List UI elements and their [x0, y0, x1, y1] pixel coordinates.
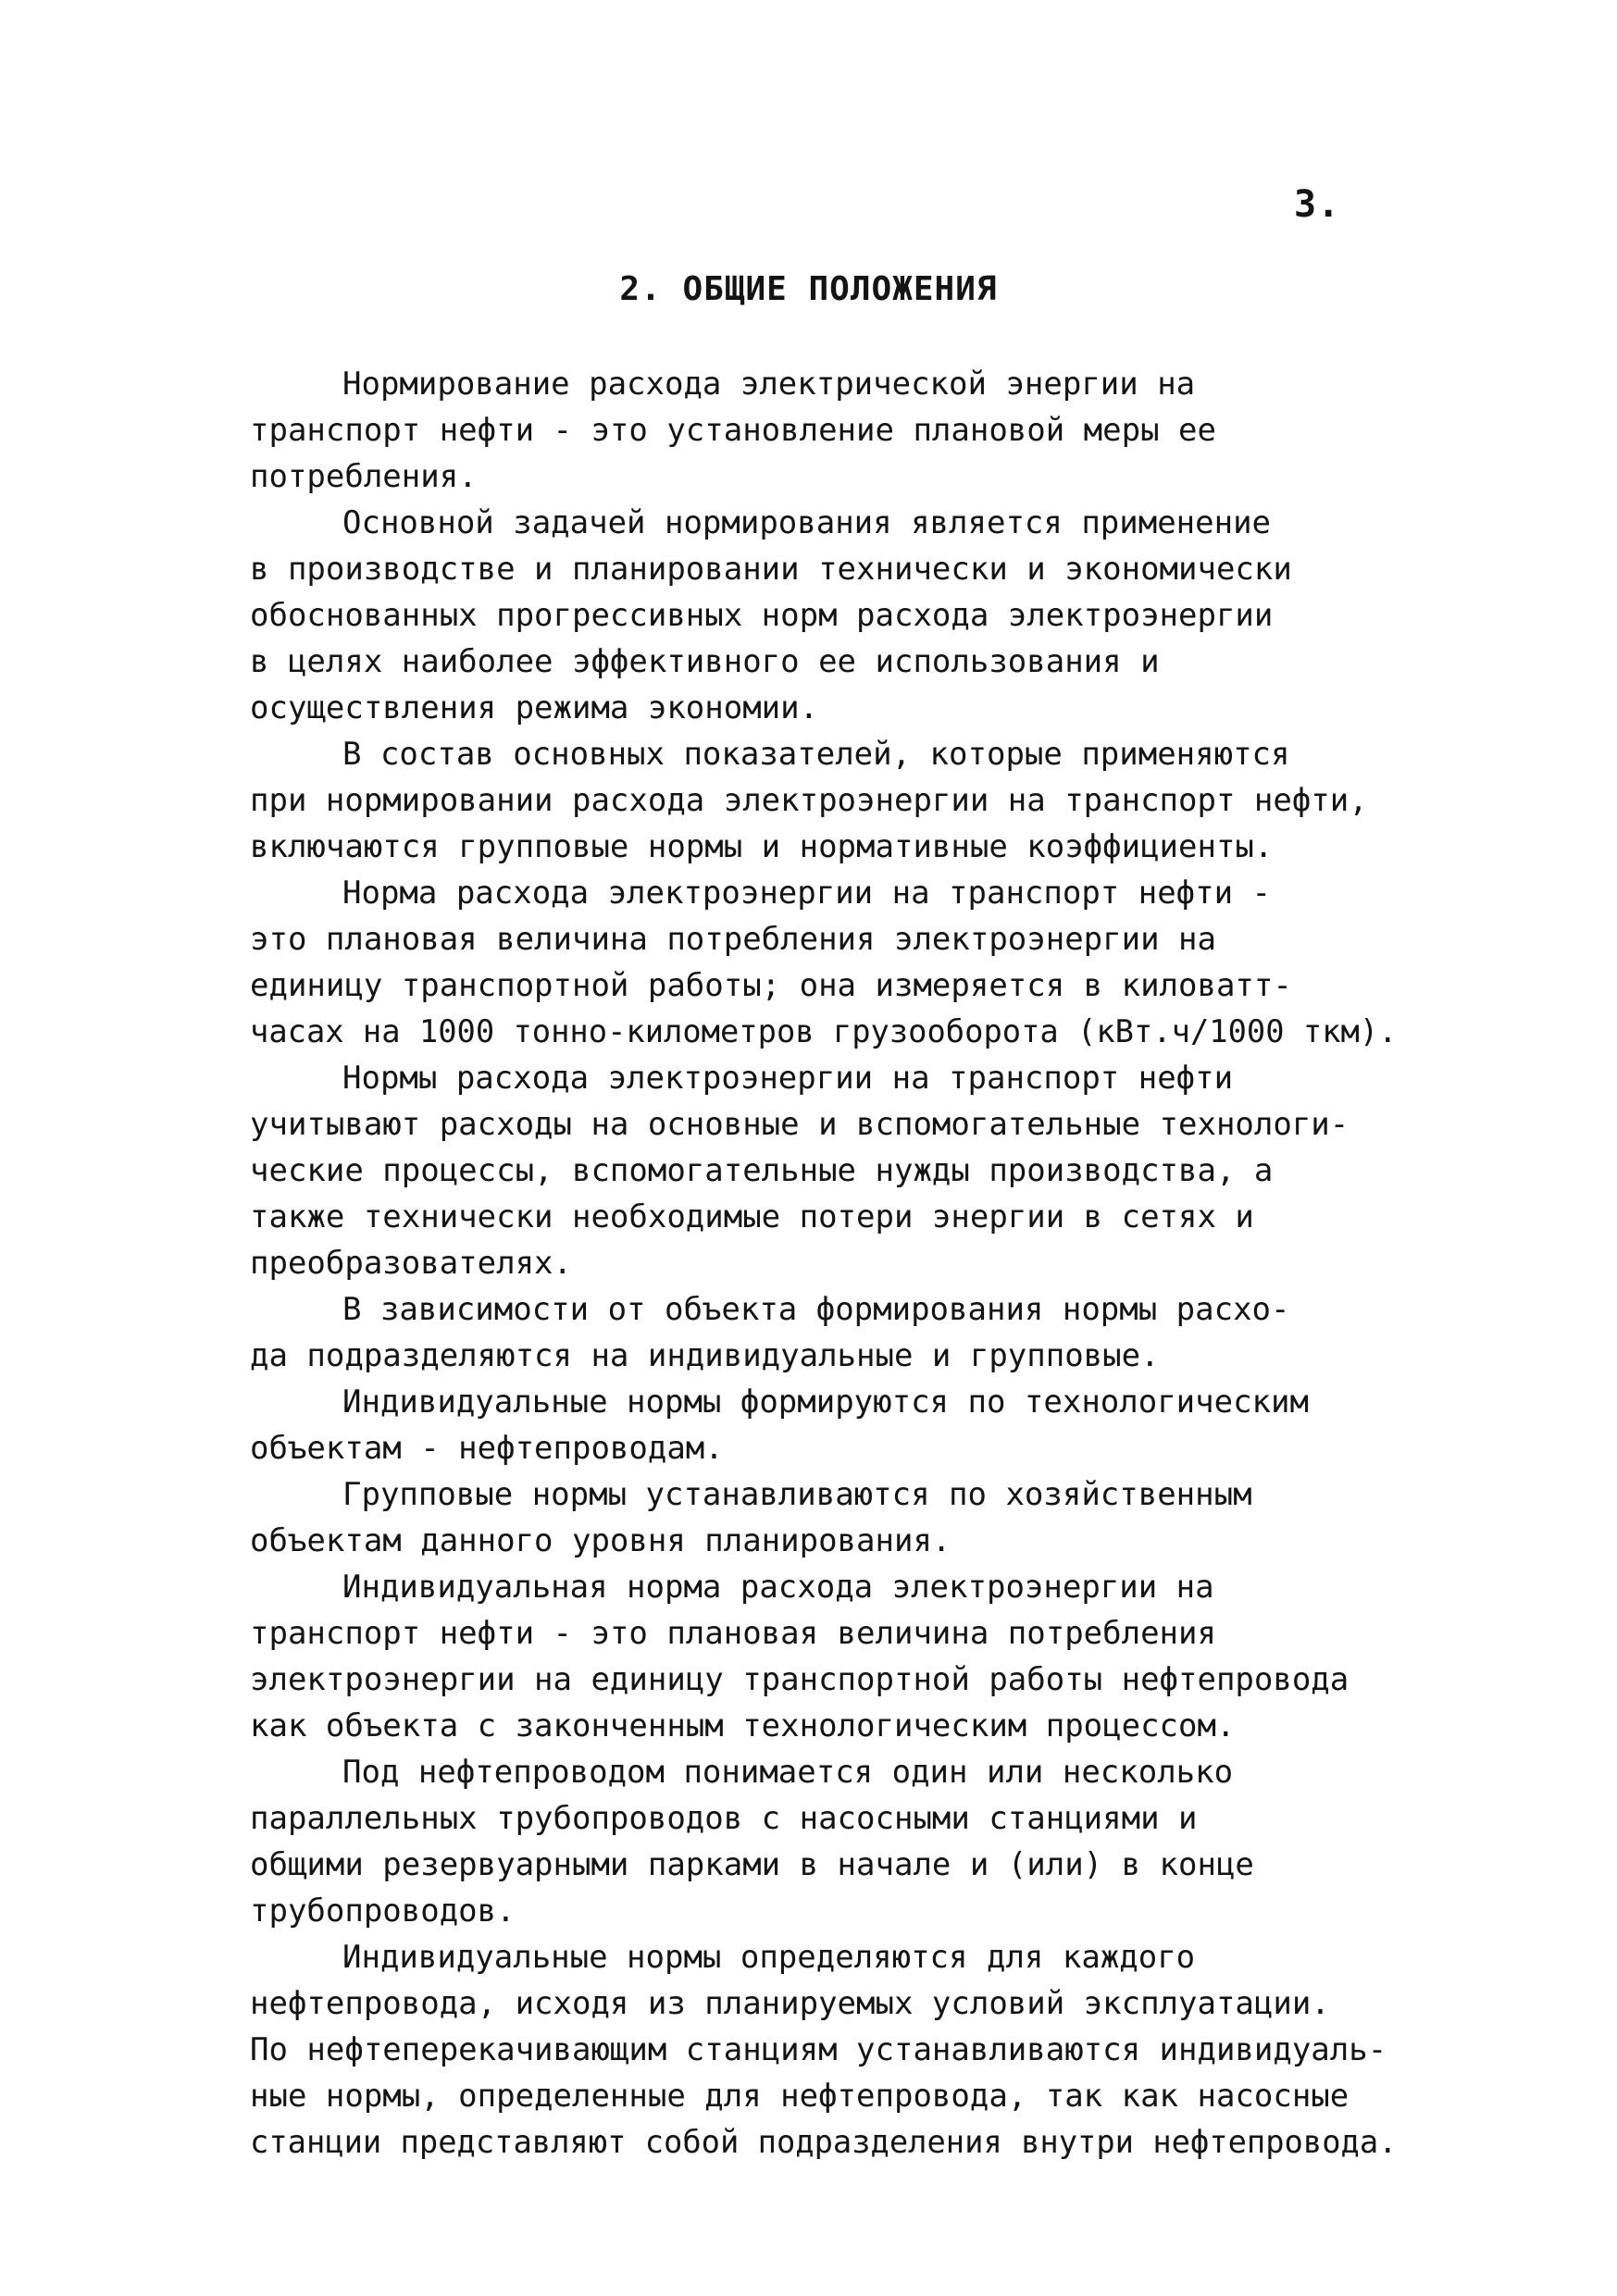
text-line: Основной задачей нормирования является применение — [342, 504, 1272, 541]
text-line: в целях наиболее эффективного ее использования и — [250, 643, 1160, 680]
text-line: В состав основных показателей, которые применяются — [342, 736, 1290, 773]
paragraph — [250, 1471, 1361, 1564]
text-line: часах на 1000 тонно-километров грузооборота (кВт.ч/1000 ткм). — [250, 1013, 1398, 1049]
text-line: транспорт нефти - это установление плановой меры ее — [250, 412, 1216, 449]
text-line: осуществления режима экономии. — [250, 689, 819, 726]
text-line: общими резервуарными парками в начале и (или) в конце — [250, 1846, 1254, 1883]
body-text — [250, 361, 1398, 2166]
text-line: трубопроводов. — [250, 1893, 516, 1930]
text-line: Под нефтепроводом понимается один или несколько — [342, 1754, 1234, 1791]
paragraph — [250, 1749, 1361, 1934]
text-line: как объекта с законченным технологическим процессом. — [250, 1707, 1236, 1744]
text-line: Норма расхода электроэнергии на транспорт нефти - — [342, 875, 1272, 912]
text-line: при нормировании расхода электроэнергии на транспорт нефти, — [250, 782, 1368, 819]
text-line: электроэнергии на единицу транспортной работы нефтепровода — [250, 1661, 1350, 1698]
text-line: Групповые нормы устанавливаются по хозяйственным — [342, 1476, 1252, 1513]
paragraph — [250, 870, 1398, 1055]
paragraph — [250, 1564, 1361, 1749]
text-line: Индивидуальные нормы определяются для каждого — [342, 1939, 1196, 1976]
text-line: Индивидуальная норма расхода электроэнергии на — [342, 1569, 1214, 1606]
text-line: ческие процессы, вспомогательные нужды производства, а — [250, 1152, 1274, 1189]
text-line: потребления. — [250, 458, 478, 495]
text-line: объектам данного уровня планирования. — [250, 1522, 952, 1559]
paragraph — [250, 1379, 1361, 1471]
page-number: 3. — [1294, 183, 1341, 226]
text-line: Нормы расхода электроэнергии на транспорт нефти — [342, 1060, 1234, 1097]
text-line: ные нормы, определенные для нефтепровода, так как насосные — [250, 2078, 1350, 2115]
paragraph — [250, 731, 1368, 870]
text-line: станции представляют собой подразделения внутри нефтепровода. — [250, 2124, 1398, 2160]
text-line: Нормирование расхода электрической энергии на — [342, 366, 1196, 403]
text-line: нефтепровода, исходя из планируемых условий эксплуатации. — [250, 1985, 1330, 2022]
text-line: да подразделяются на индивидуальные и групповые. — [250, 1337, 1160, 1374]
paragraph — [250, 1055, 1361, 1286]
text-line: Индивидуальные нормы формируются по технологическим — [342, 1384, 1309, 1421]
section-heading: 2. ОБЩИЕ ПОЛОЖЕНИЯ — [619, 270, 998, 308]
text-line: также технически необходимые потери энергии в сетях и — [250, 1198, 1254, 1235]
paragraph — [250, 500, 1361, 731]
text-line: в производстве и планировании технически и экономически — [250, 551, 1292, 588]
text-line: В зависимости от объекта формирования нормы расхо- — [342, 1291, 1290, 1328]
text-line: параллельных трубопроводов с насосными станциями и — [250, 1800, 1198, 1837]
text-line: транспорт нефти - это плановая величина потребления — [250, 1615, 1216, 1652]
text-line: объектам - нефтепроводам. — [250, 1430, 724, 1467]
text-line: включаются групповые нормы и нормативные коэффициенты. — [250, 828, 1274, 865]
paragraph — [250, 1286, 1361, 1379]
text-line: обоснованных прогрессивных норм расхода электроэнергии — [250, 597, 1274, 634]
paragraph — [250, 1934, 1398, 2166]
text-line: учитывают расходы на основные и вспомогательные технологи- — [250, 1106, 1350, 1143]
text-line: преобразователях. — [250, 1245, 572, 1282]
text-line: единицу транспортной работы; она измеряется в киловатт- — [250, 967, 1292, 1004]
text-line: это плановая величина потребления электроэнергии на — [250, 921, 1216, 958]
paragraph — [250, 361, 1361, 500]
text-line: По нефтеперекачивающим станциям устанавливаются индивидуаль- — [250, 2031, 1387, 2068]
